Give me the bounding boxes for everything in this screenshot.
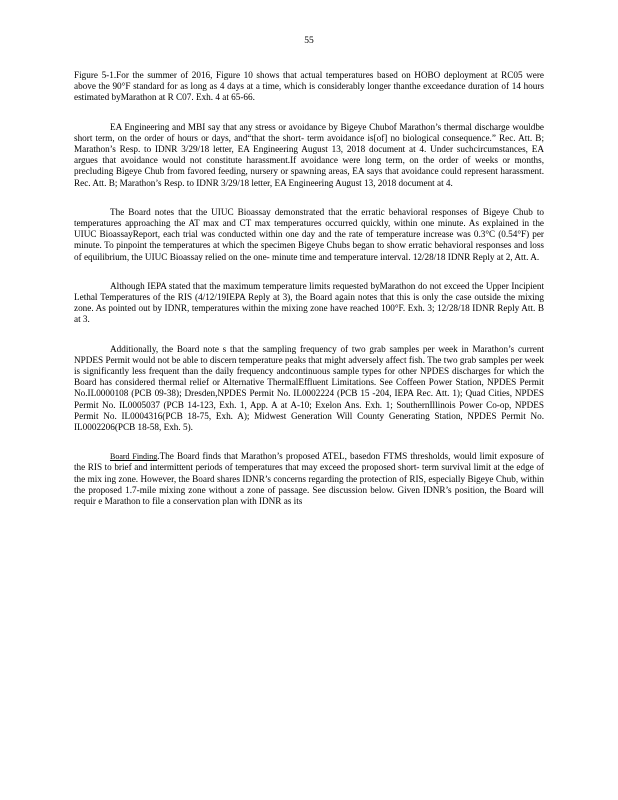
document-body bbox=[74, 70, 544, 525]
paragraph-uiuc-bioassay: The Board notes that the UIUC Bioassay demonstrated that the erratic behavioral responses of Bigeye Chub to temperatures approaching the AT max and CT max temperatures occurred quickly, within one minute. As explained in the UIUC BioassayReport, each trial was conducted within one day and the rate of temperature increase was 0.3°C (0.54°F) per minute. To pinpoint the temperatures at which the specimen Bigeye Chubs began to show erratic behavioral responses and loss of equilibrium, the UIUC Bioassay relied on the one- minute time and temperature interval. 12/28/18 IDNR Reply at 2, Att. A. bbox=[74, 206, 544, 262]
paragraph-figure-summary: Figure 5-1.For the summer of 2016, Figure 10 shows that actual temperatures based on HOBO deployment at RC05 were above the 90°F standard for as long as 4 days at a time, which is considerably longer thanthe exceedance duration of 14 hours estimated byMarathon at R C07. Exh. 4 at 65-66. bbox=[74, 70, 544, 103]
paragraph-iepa-statement: Although IEPA stated that the maximum temperature limits requested byMarathon do not exceed the Upper Incipient Lethal Temperatures of the RIS (4/12/19IEPA Reply at 3), the Board again notes that this is only the case outside the mixing zone. As pointed out by IDNR, temperatures within the mixing zone have reached 100°F. Exh. 3; 12/28/18 IDNR Reply Att. B at 3. bbox=[74, 280, 544, 325]
paragraph-ea-engineering: EA Engineering and MBI say that any stress or avoidance by Bigeye Chubof Marathon’s thermal discharge wouldbe short term, on the order of hours or days, and“that the short- term avoidance is[of] no biological consequence.” Rec. Att. B; Marathon’s Resp. to IDNR 3/29/18 letter, EA Engineering August 13, 2018 document at 4. Under suchcircumstances, EA argues that avoidance would not constitute harassment.If avoidance were long term, on the order of weeks or months, precluding Bigeye Chub from favored feeding, nursery or spawning areas, EA says that avoidance could represent harassment. Rec. Att. B; Marathon’s Resp. to IDNR 3/29/18 letter, EA Engineering August 13, 2018 document at 4. bbox=[74, 121, 544, 188]
board-finding-text: .The Board finds that Marathon’s proposed ATEL, basedon FTMS thresholds, would limit exposure of the RIS to brief and intermittent periods of temperatures that may exceed the proposed short- term survival limit at the edge of the mix ing zone. However, the Board shares IDNR’s concerns regarding the protection of RIS, especially Bigeye Chub, within the proposed 1.7-mile mixing zone without a zone of passage. See discussion below. Given IDNR’s position, the Board will requir e Marathon to file a conservation plan with IDNR as its bbox=[74, 451, 544, 507]
page-number: 55 bbox=[304, 36, 314, 46]
board-finding-heading: Board Finding bbox=[110, 452, 158, 462]
paragraph-sampling-frequency: Additionally, the Board note s that the sampling frequency of two grab samples per week in Marathon’s current NPDES Permit would not be able to discern temperature peaks that might adversely affect fish. The two grab samples per week is significantly less frequent than the daily frequency andcontinuous sample types for other NPDES discharges for which the Board has considered thermal relief or Alternative ThermalEffluent Limitations. See Coffeen Power Station, NPDES Permit No.IL0000108 (PCB 09-38); Dresden,NPDES Permit No. IL0002224 (PCB 15 -204, IEPA Rec. Att. 1); Quad Cities, NPDES Permit No. IL0005037 (PCB 14-123, Exh. 1, App. A at A-10; Exelon Ans. Exh. 1; SouthernIllinois Power Co-op, NPDES Permit No. IL0004316(PCB 18-75, Exh. A); Midwest Generation Will County Generating Station, NPDES Permit No. IL0002206(PCB 18-58, Exh. 5). bbox=[74, 343, 544, 433]
paragraph-board-finding bbox=[74, 451, 544, 507]
